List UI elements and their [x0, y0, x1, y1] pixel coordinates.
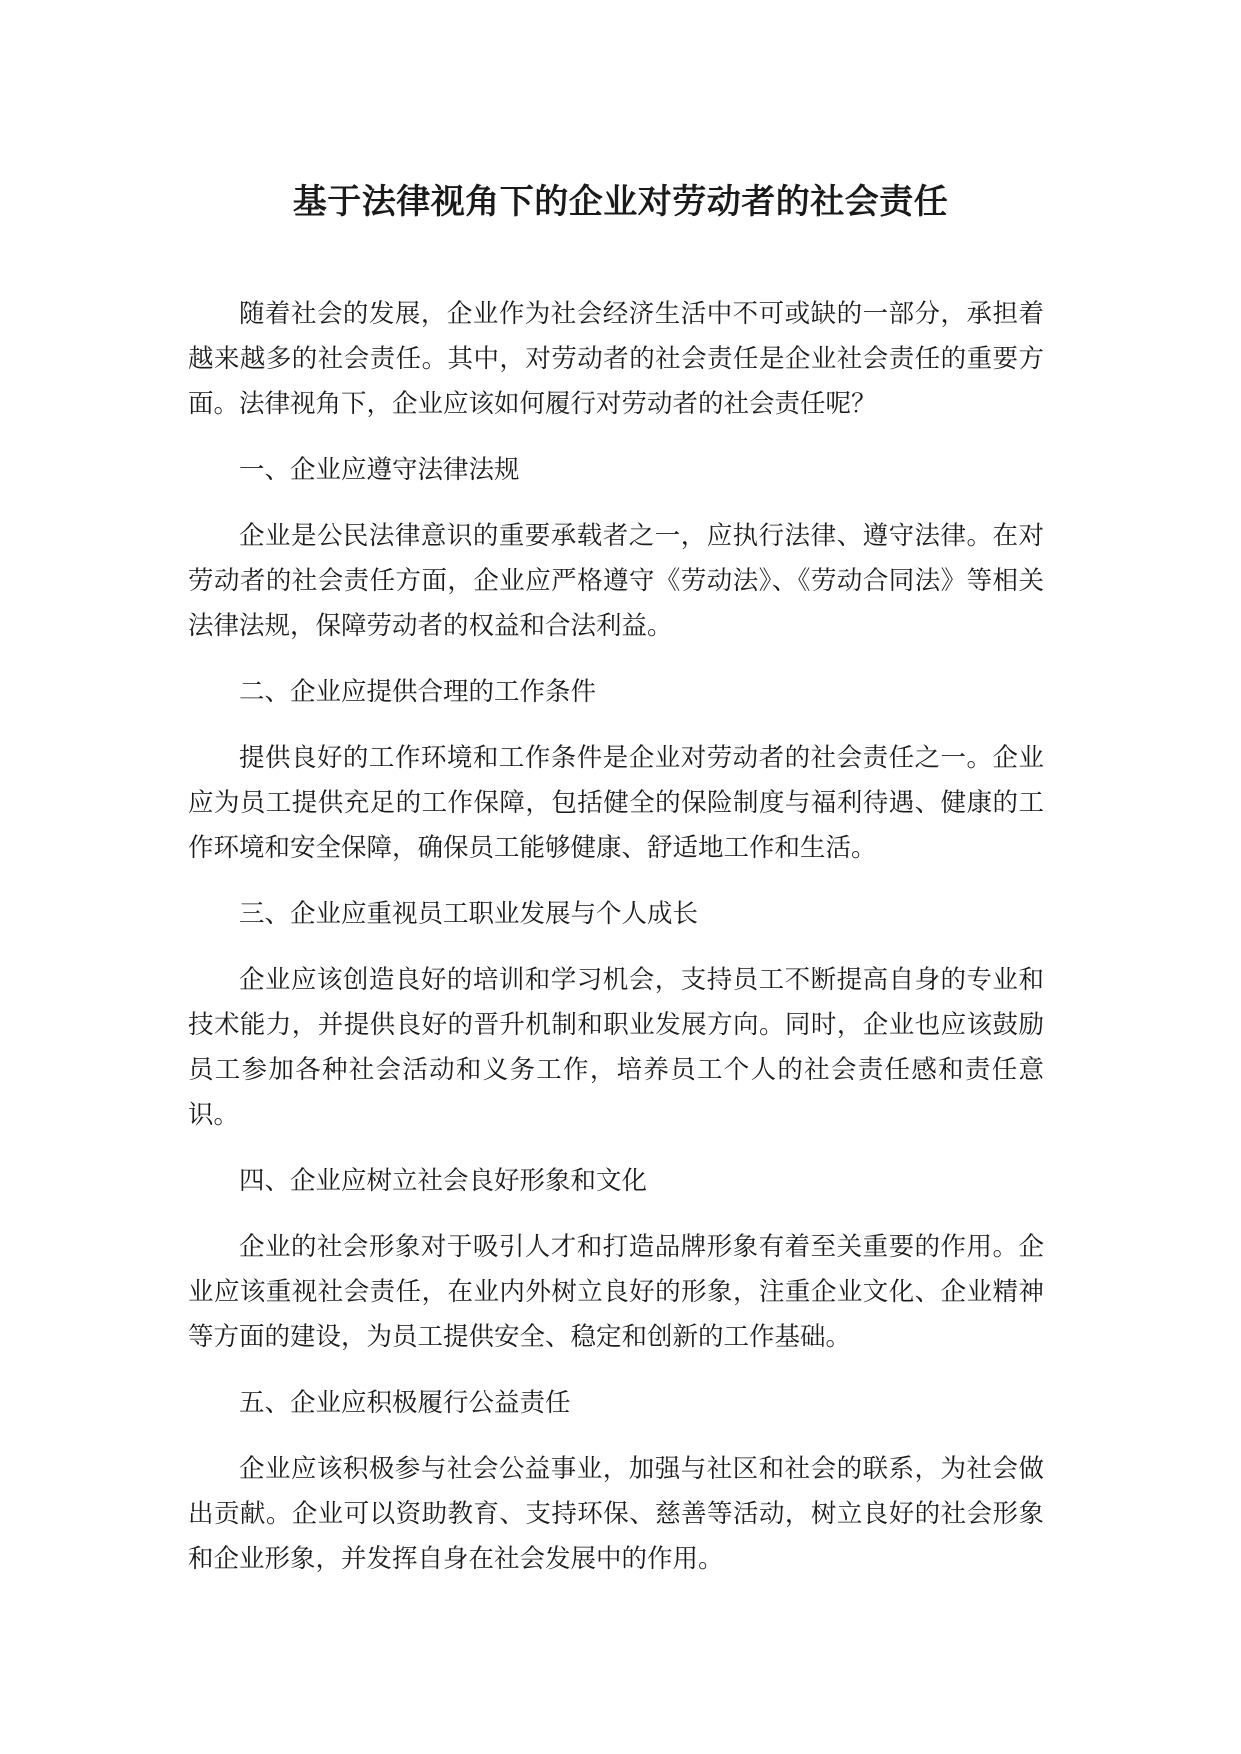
section-heading-5: 五、企业应积极履行公益责任	[239, 1388, 571, 1418]
document-body	[188, 292, 1044, 1603]
document-title: 基于法律视角下的企业对劳动者的社会责任	[292, 182, 949, 222]
section-body-3: 企业应该创造良好的培训和学习机会，支持员工不断提高自身的专业和技术能力，并提供良好的晋升机制和职业发展方向。同时，企业也应该鼓励员工参加各种社会活动和义务工作，培养员工个人的社会责任感和责任意识。	[188, 965, 1044, 1130]
section-body-2: 提供良好的工作环境和工作条件是企业对劳动者的社会责任之一。企业应为员工提供充足的工作保障，包括健全的保险制度与福利待遇、健康的工作环境和安全保障，确保员工能够健康、舒适地工作和生活。	[188, 743, 1044, 863]
section-heading-1: 一、企业应遵守法律法规	[239, 455, 520, 485]
section-heading-3: 三、企业应重视员工职业发展与个人成长	[239, 899, 699, 929]
section-body-5: 企业应该积极参与社会公益事业，加强与社区和社会的联系，为社会做出贡献。企业可以资助教育、支持环保、慈善等活动，树立良好的社会形象和企业形象，并发挥自身在社会发展中的作用。	[188, 1454, 1044, 1574]
section-heading-2: 二、企业应提供合理的工作条件	[239, 677, 597, 707]
intro-paragraph: 随着社会的发展，企业作为社会经济生活中不可或缺的一部分，承担着越来越多的社会责任。其中，对劳动者的社会责任是企业社会责任的重要方面。法律视角下，企业应该如何履行对劳动者的社会责任呢？	[188, 299, 1044, 419]
section-body-1: 企业是公民法律意识的重要承载者之一，应执行法律、遵守法律。在对劳动者的社会责任方面，企业应严格遵守《劳动法》、《劳动合同法》等相关法律法规，保障劳动者的权益和合法利益。	[188, 521, 1044, 641]
section-body-4: 企业的社会形象对于吸引人才和打造品牌形象有着至关重要的作用。企业应该重视社会责任，在业内外树立良好的形象，注重企业文化、企业精神等方面的建设，为员工提供安全、稳定和创新的工作基础。	[188, 1232, 1044, 1352]
section-heading-4: 四、企业应树立社会良好形象和文化	[239, 1166, 648, 1196]
